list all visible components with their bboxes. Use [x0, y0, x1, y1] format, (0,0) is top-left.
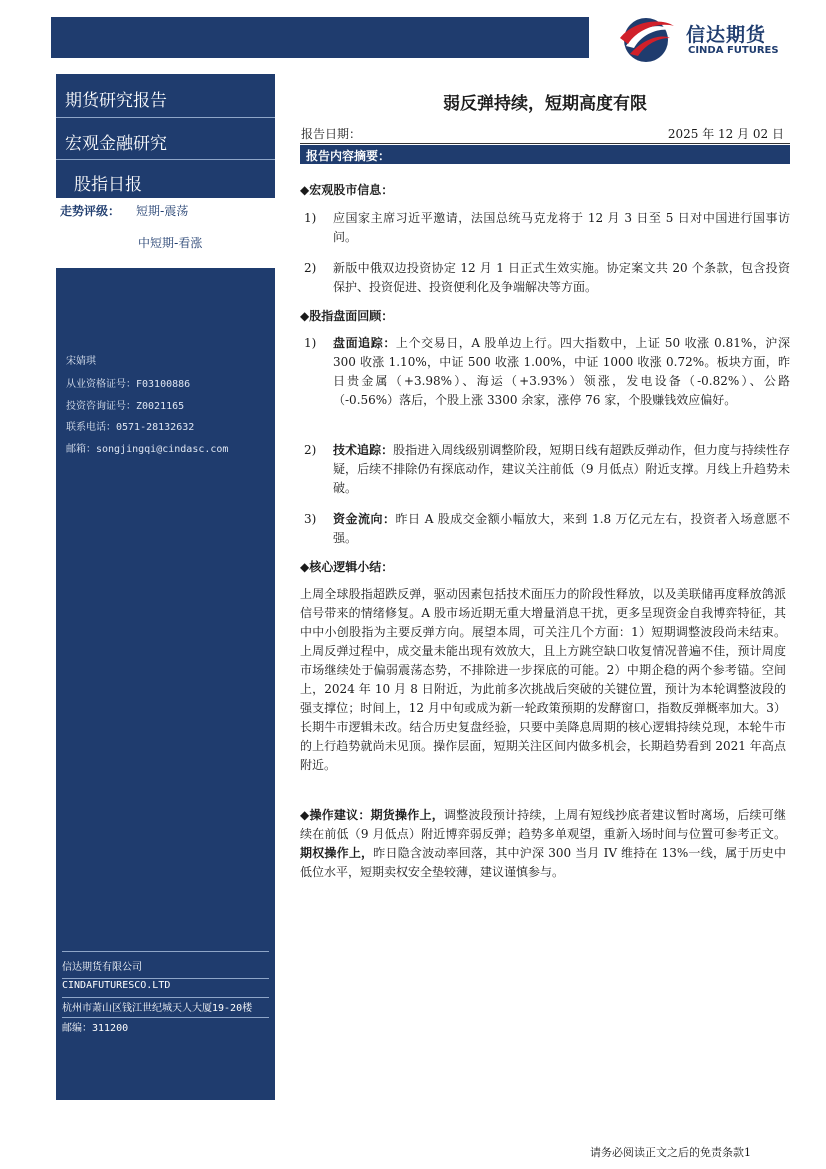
sidebar [56, 74, 275, 1100]
logic-heading: ◆核心逻辑小结： [300, 560, 394, 574]
summary-header: 报告内容摘要： [300, 145, 790, 164]
firm-name: 信达期货有限公司 [62, 962, 142, 973]
advice-paragraph: ◆操作建议：期货操作上，调整波段预计持续，上周有短线抄底者建议暂时离场，后续可继续在前低（9 月低点）附近博弈弱反弹；趋势多单观望，重新入场时间与位置可参考正文。期权操作上，昨日隐含波动率回落，其中沪深 300 当月 IV 维持在 13%一线，属于历史中低位水平，短期卖权安全垫较薄，建议谨慎参与。 [300, 808, 786, 879]
logo-text-en: CINDA FUTURES [688, 45, 779, 56]
analyst-email: 邮箱：songjingqi@cindasc.com [66, 444, 229, 455]
sidebar-report-type: 期货研究报告 [56, 74, 275, 118]
rating-panel [56, 198, 275, 268]
list-item: 2) 技术追踪：股指进入周线级别调整阶段，短期日线有超跌反弹动作，但力度与持续性存疑，后续不排除仍有探底动作，建议关注前低（9 月低点）附近支撑。月线上升趋势未破。 [304, 443, 790, 495]
list-item: 1) 盘面追踪：上个交易日，A 股单边上行。四大指数中，上证 50 收涨 0.81%，沪深 300 收涨 1.10%，中证 500 收涨 1.00%，中证 1000 收涨 0.72%。板块方面，昨日贵金属（+3.98%）、海运（+3.93%）领涨，发电设备（-0.82%）、公路（-0.56%）落后，个股上涨 3300 余家，涨停 76 家，个股赚钱效应偏好。 [304, 336, 790, 407]
analyst-qualification: 从业资格证号：F03100886 [66, 379, 191, 390]
rating-mid: 中短期-看涨 [138, 236, 203, 250]
date-label: 报告日期： [301, 127, 362, 141]
analyst-consult-cert: 投资咨询证号：Z0021165 [66, 401, 185, 412]
date-bar [300, 123, 790, 144]
logo-text-cn: 信达期货 [686, 24, 767, 46]
list-item: 3) 资金流向：昨日 A 股成交金额小幅放大，来到 1.8 万亿元左右，投资者入场意愿不强。 [304, 512, 790, 545]
sidebar-series: 股指日报 [74, 175, 142, 195]
macro-heading: ◆宏观股市信息： [300, 183, 394, 197]
analyst-phone: 联系电话：0571-28132632 [66, 422, 195, 433]
analyst-name: 宋婧琪 [66, 356, 96, 367]
firm-en: CINDAFUTURESCO.LTD [62, 978, 269, 991]
rating-short: 短期-震荡 [136, 204, 189, 218]
list-item: 2) 新版中俄双边投资协定 12 月 1 日正式生效实施。协定案文共 20 个条款，包含投资保护、投资促进、投资便利化及争端解决等方面。 [304, 261, 790, 294]
rating-label: 走势评级： [60, 204, 121, 218]
list-item: 1) 应国家主席习近平邀请，法国总统马克龙将于 12 月 3 日至 5 日对中国进行国事访问。 [304, 211, 790, 244]
sidebar-category: 宏观金融研究 [56, 118, 275, 160]
review-heading: ◆股指盘面回顾： [300, 309, 394, 323]
logic-paragraph: 上周全球股指超跌反弹，驱动因素包括技术面压力的阶段性释放，以及美联储再度释放鸽派信号带来的情绪修复。A 股市场近期无重大增量消息干扰，更多呈现资金自我博弈特征，其中中小创股指为主要反弹方向。展望本周，可关注几个方面：1）短期调整波段尚未结束。上周反弹过程中，成交量未能出现有效放大，且上方跳空缺口收复情况普遍不佳，预计周度市场继续处于偏弱震荡态势，不排除进一步探底的可能。2）中期企稳的两个参考锚。空间上，2024 年 10 月 8 日附近，为此前多次挑战后突破的关键位置，预计为本轮调整波段的强支撑位；时间上，12 月中旬或成为新一轮政策预期的发酵窗口，指数反弹概率加大。3）长期牛市逻辑未改。结合历史复盘经验，只要中美降息周期的核心逻辑持续兑现，本轮牛市的上行趋势就尚未见顶。操作层面，短期关注区间内做多机会，长期趋势看到 2021 年高点附近。 [300, 587, 786, 772]
firm-postcode: 邮编：311200 [62, 1017, 269, 1034]
disclaimer-note: 请务必阅读正文之后的免责条款1 [590, 1146, 751, 1159]
divider [62, 951, 269, 952]
header-banner [51, 17, 589, 58]
report-title: 弱反弹持续，短期高度有限 [443, 94, 647, 114]
report-date: 2025 年 12 月 02 日 [667, 127, 784, 141]
firm-address: 杭州市萧山区钱江世纪城天人大厦19-20楼 [62, 997, 269, 1014]
